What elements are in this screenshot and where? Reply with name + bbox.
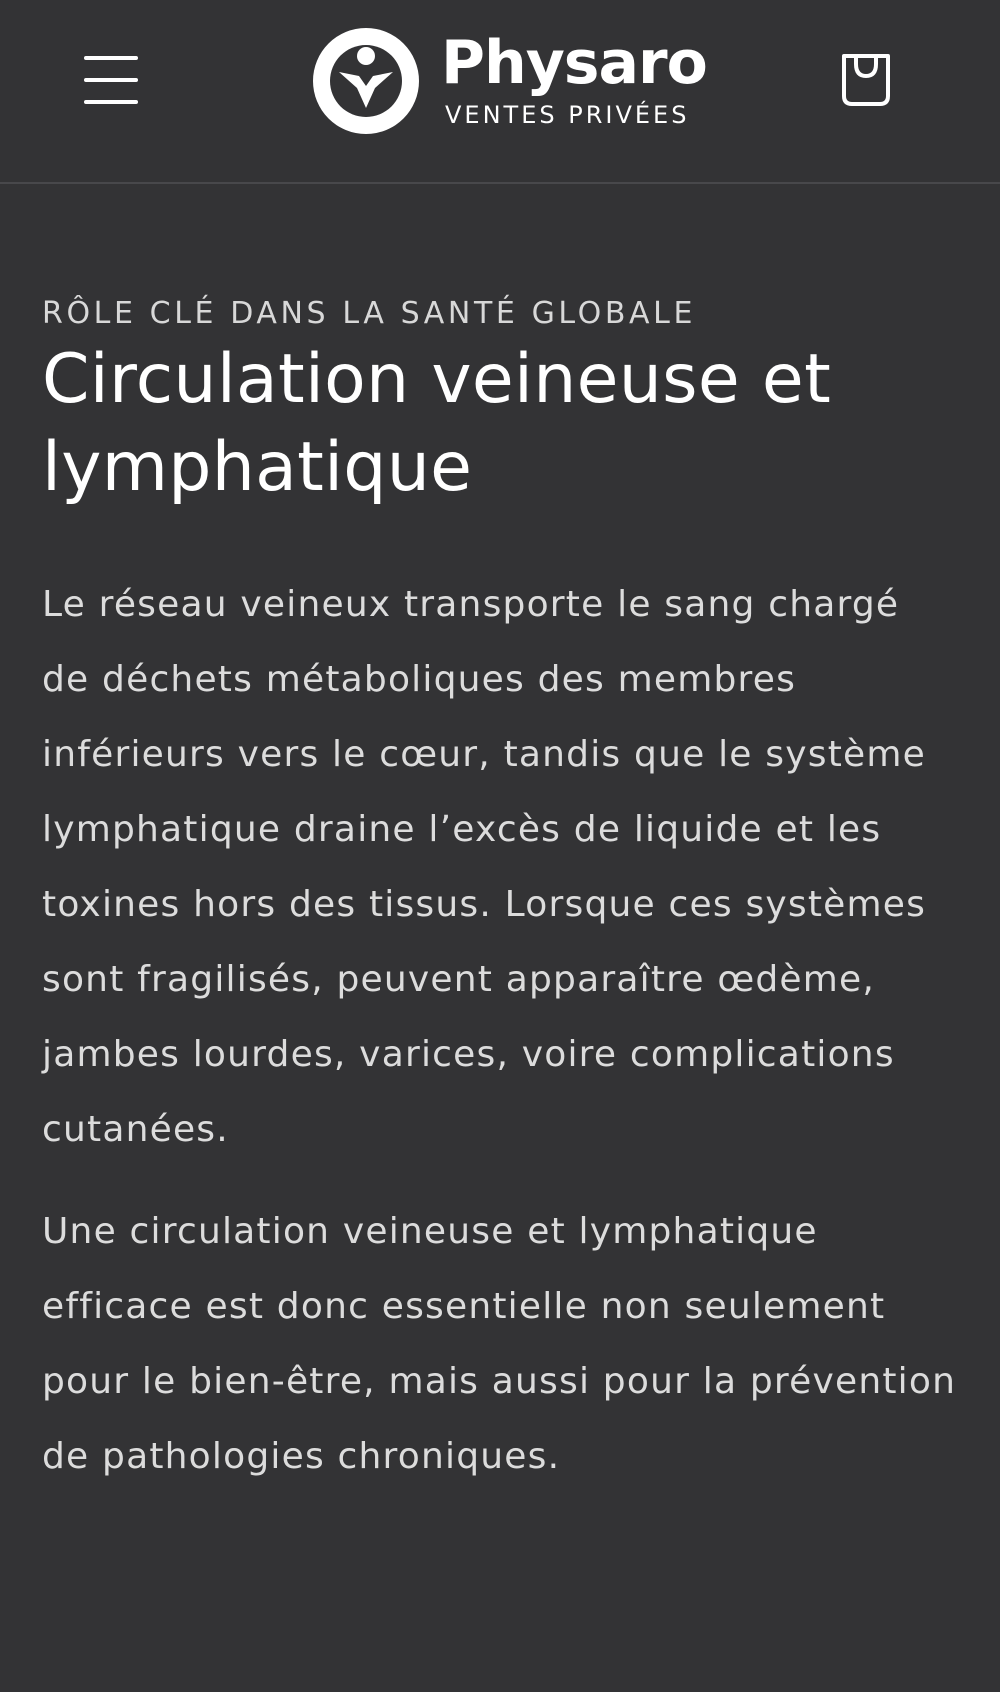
page-title: Circulation veineuse et lymphatique <box>42 340 832 507</box>
cart-button[interactable] <box>834 48 898 112</box>
brand-name: Physaro <box>441 28 707 98</box>
body-paragraph-1: Le réseau veineux transporte le sang chargé de déchets métaboliques des membres inférieurs vers le cœur, tandis que le système lymphatique draine l’excès de liquide et les toxines hors des tissus. Lorsque ces systèmes sont fragilisés, peuvent apparaître œdème, jambes lourdes, varices, voire complications cutanées. <box>42 584 927 1150</box>
body-paragraph-2: Une circulation veineuse et lymphatique efficace est donc essentielle non seulement pour le bien-être, mais aussi pour la prévention de pathologies chroniques. <box>42 1211 957 1477</box>
article-section <box>0 184 1000 1494</box>
section-eyebrow: RÔLE CLÉ DANS LA SANTÉ GLOBALE <box>42 296 697 331</box>
shopping-bag-icon <box>834 48 898 112</box>
brand-tagline: VENTES PRIVÉES <box>445 101 690 129</box>
menu-button[interactable] <box>78 50 144 110</box>
physaro-figure-logo-icon <box>313 28 419 134</box>
site-header <box>0 0 1000 184</box>
hamburger-menu-icon <box>78 50 144 110</box>
brand-logo-link[interactable] <box>313 28 707 136</box>
